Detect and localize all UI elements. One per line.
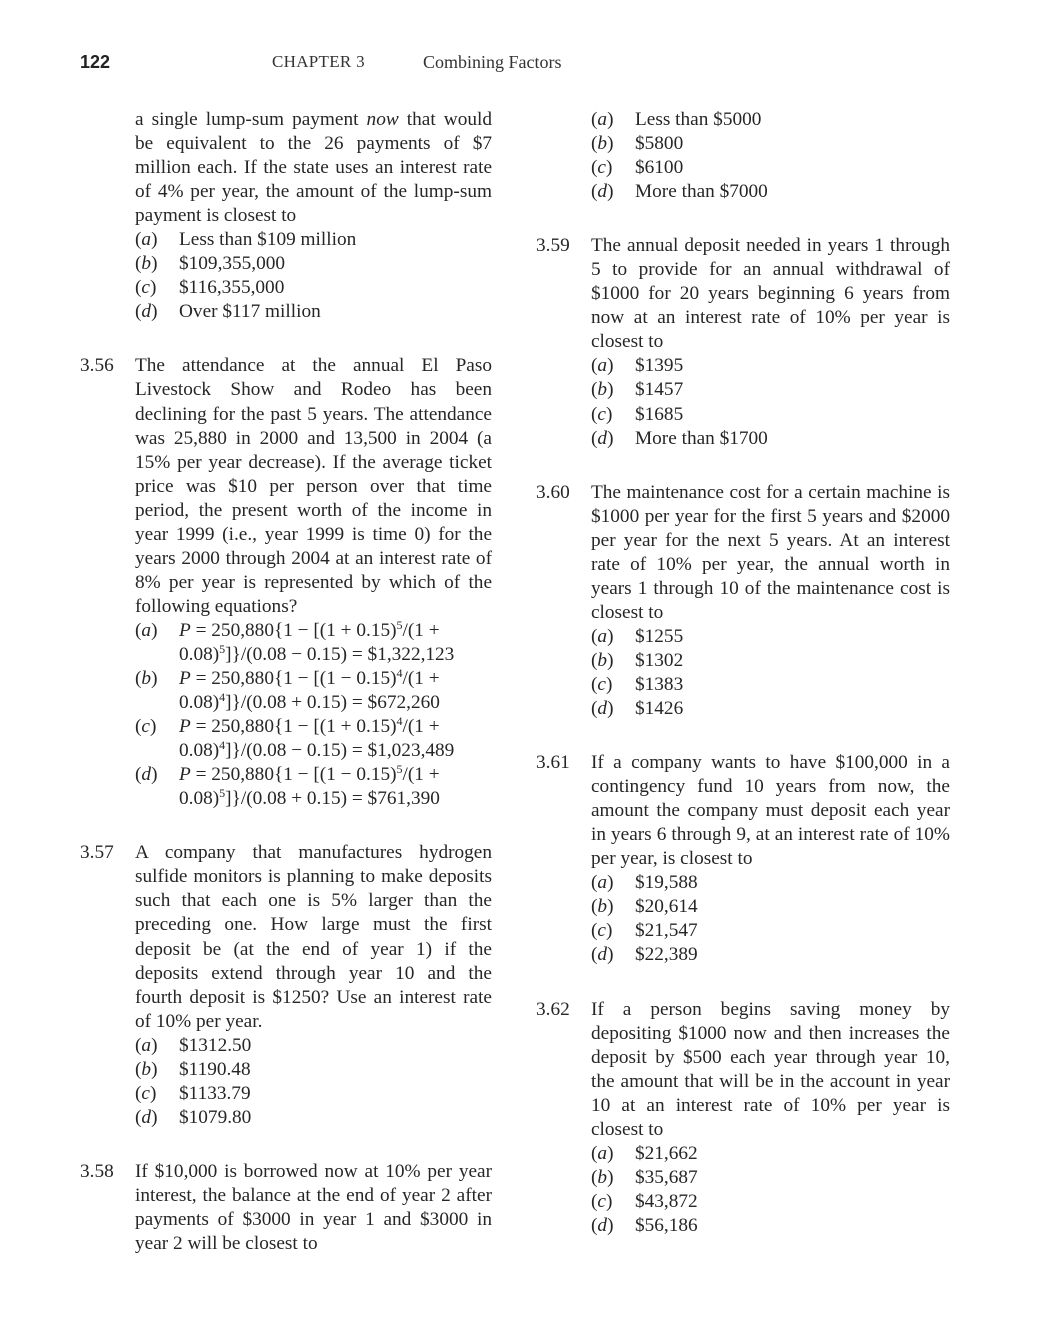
- option-b: [591, 895, 950, 919]
- option-d: [135, 300, 492, 324]
- option-label: ( d ): [591, 943, 613, 967]
- option-c: [135, 715, 492, 763]
- option-text: Over $117 million: [179, 301, 321, 323]
- problem-text: A company that manufactures hydrogen sulfide monitors is planning to make deposits such that each one is 5% larger than the preceding one. How large must the first deposit be (at the end of year 1) if the deposits extend through year 10 and the fourth deposit is $1250? Use an interest rate of 10% per year.: [135, 842, 492, 1032]
- problem-number: 3.62: [536, 998, 570, 1020]
- option-text: Less than $5000: [635, 109, 762, 130]
- option-text: $20,614: [635, 896, 698, 918]
- option-text: $1079.80: [179, 1106, 252, 1128]
- option-text: $6100: [635, 157, 684, 179]
- option-b: [591, 649, 950, 673]
- option-text: $1190.48: [179, 1058, 251, 1080]
- option-b: [135, 1058, 492, 1082]
- option-list: [591, 625, 950, 721]
- problem-number: 3.57: [80, 842, 114, 864]
- option-a: [591, 1142, 950, 1166]
- option-c: [591, 673, 950, 697]
- option-text: $P = 250,880\{1 - [(1 - 0.15)^5/(1 + 0.08)^5]\}/(0.08 + 0.15)$ = $761,390: [179, 762, 440, 810]
- chapter-label: CHAPTER 3: [272, 52, 365, 71]
- page-header: [0, 50, 1050, 78]
- option-a: [135, 228, 492, 252]
- option-text: $1383: [635, 673, 684, 695]
- option-label: ( d ): [135, 763, 157, 787]
- option-a: [591, 354, 950, 378]
- option-d: [591, 1214, 950, 1238]
- option-label: ( a ): [591, 108, 613, 132]
- option-text: $1457: [635, 379, 684, 401]
- option-label: ( a ): [135, 619, 157, 643]
- option-text: $19,588: [635, 872, 698, 894]
- right-column: [536, 108, 950, 1238]
- option-list: [591, 871, 950, 967]
- option-list: [135, 1034, 492, 1130]
- option-label: ( d ): [591, 180, 613, 204]
- chapter-title: Combining Factors: [423, 52, 562, 72]
- option-label: ( b ): [591, 1166, 613, 1190]
- option-c: [591, 403, 950, 427]
- option-label: ( d ): [135, 300, 157, 324]
- option-label: ( b ): [591, 132, 613, 156]
- option-a: [591, 108, 950, 132]
- option-b: [135, 667, 492, 715]
- option-label: ( b ): [591, 378, 613, 402]
- option-list: [591, 354, 950, 450]
- option-d: [591, 943, 950, 967]
- option-label: ( b ): [591, 895, 613, 919]
- option-label: ( c ): [591, 156, 612, 180]
- option-text: $21,662: [635, 1142, 698, 1164]
- option-text: More than $1700: [635, 427, 768, 449]
- problem-3-58: [80, 1160, 492, 1256]
- option-a: [135, 1034, 492, 1058]
- option-text: $1426: [635, 698, 684, 720]
- option-label: ( b ): [135, 1058, 157, 1082]
- option-label: ( b ): [591, 649, 613, 673]
- option-list: [135, 619, 492, 811]
- option-label: ( d ): [135, 1106, 157, 1130]
- option-d: [135, 1106, 492, 1130]
- problem-text: The maintenance cost for a certain machine is $1000 per year for the first 5 years and $2000 per year for the next 5 years. At an interest rate of 10% per year, the annual worth in years 1 through 10 of the maintenance cost is closest to: [591, 481, 950, 623]
- problem-text: The attendance at the annual El Paso Livestock Show and Rodeo has been declining for the past 5 years. The attendance was 25,880 in 2000 and 13,500 in 2004 (a 15% per year decrease). If the average ticket price was $10 per person over that time period, the present worth of the income in year 1999 (i.e., year 1999 is time 0) for the years 2000 through 2004 at an interest rate of 8% per year is represented by which of the following equations?: [135, 355, 492, 617]
- option-text: $1312.50: [179, 1034, 252, 1056]
- problem-number: 3.59: [536, 235, 570, 257]
- option-label: ( a ): [135, 1034, 157, 1058]
- problem-number: 3.61: [536, 752, 570, 774]
- option-label: ( c ): [591, 403, 612, 427]
- option-label: ( c ): [591, 673, 612, 697]
- option-d: [591, 427, 950, 451]
- option-d: [591, 180, 950, 204]
- problem-number: 3.58: [80, 1160, 114, 1182]
- problem-text: If $10,000 is borrowed now at 10% per year interest, the balance at the end of year 2 after payments of $3000 in year 1 and $3000 in year 2 will be closest to: [135, 1160, 492, 1255]
- option-text: $1255: [635, 625, 684, 647]
- option-a: [591, 625, 950, 649]
- option-text: More than $7000: [635, 181, 768, 203]
- left-column: [80, 108, 492, 1256]
- problem-number: 3.56: [80, 355, 114, 377]
- page-number: 122: [80, 52, 111, 72]
- problem-3-61: [536, 751, 950, 967]
- option-b: [591, 1166, 950, 1190]
- problem-3-59: [536, 234, 950, 450]
- option-b: [135, 252, 492, 276]
- option-label: ( c ): [135, 276, 156, 300]
- problem-text: a single lump-sum payment now that would be equivalent to the 26 payments of $7 million each. If the state uses an interest rate of 4% per year, the amount of the lump-sum payment is closest to: [135, 109, 492, 227]
- option-list: [591, 108, 950, 204]
- problem-3-57: [80, 841, 492, 1130]
- option-text: $43,872: [635, 1190, 698, 1212]
- option-label: ( b ): [135, 252, 157, 276]
- option-list: [135, 228, 492, 324]
- problem-3-58-options: [536, 108, 950, 204]
- option-label: ( c ): [135, 1082, 156, 1106]
- option-text: $1395: [635, 355, 684, 377]
- option-c: [135, 276, 492, 300]
- problem-3-60: [536, 481, 950, 721]
- option-c: [591, 1190, 950, 1214]
- option-text: $1133.79: [179, 1082, 251, 1104]
- option-text: $109,355,000: [179, 253, 286, 275]
- option-b: [591, 378, 950, 402]
- option-label: ( d ): [591, 697, 613, 721]
- option-label: ( a ): [591, 354, 613, 378]
- option-a: [591, 871, 950, 895]
- option-d: [135, 763, 492, 811]
- option-c: [591, 156, 950, 180]
- option-text: $21,547: [635, 920, 698, 942]
- option-text: $22,389: [635, 944, 698, 966]
- problem-3-62: [536, 998, 950, 1238]
- problem-3-55-continued: [80, 108, 492, 324]
- option-label: ( c ): [591, 1190, 612, 1214]
- option-text: $P = 250,880\{1 - [(1 - 0.15)^4/(1 + 0.08)^4]\}/(0.08 + 0.15)$ = $672,260: [179, 666, 440, 714]
- option-text: $1685: [635, 403, 684, 425]
- option-label: ( c ): [135, 715, 156, 739]
- option-label: ( c ): [591, 919, 612, 943]
- option-a: [135, 619, 492, 667]
- option-text: $P = 250,880\{1 - [(1 + 0.15)^5/(1 + 0.08)^5]\}/(0.08 - 0.15)$ = $1,322,123: [179, 617, 455, 665]
- option-text: $116,355,000: [179, 277, 285, 299]
- option-label: ( a ): [591, 625, 613, 649]
- option-label: ( b ): [135, 667, 157, 691]
- problem-number: 3.60: [536, 481, 570, 503]
- option-label: ( a ): [591, 871, 613, 895]
- problem-text: The annual deposit needed in years 1 through 5 to provide for an annual withdrawal of $1000 for 20 years beginning 6 years from now at an interest rate of 10% per year is closest to: [591, 235, 950, 353]
- option-label: ( d ): [591, 427, 613, 451]
- problem-text: If a company wants to have $100,000 in a contingency fund 10 years from now, the amount the company must deposit each year in years 6 through 9, at an interest rate of 10% per year, is closest to: [591, 752, 950, 870]
- problem-text: If a person begins saving money by depositing $1000 now and then increases the deposit by $500 each year through year 10, the amount that will be in the account in year 10 at an interest rate of 10% per year is closest to: [591, 998, 950, 1140]
- option-c: [135, 1082, 492, 1106]
- option-text: $35,687: [635, 1166, 698, 1188]
- option-text: Less than $109 million: [179, 229, 357, 251]
- problem-3-56: [80, 354, 492, 811]
- option-d: [591, 697, 950, 721]
- option-text: $5800: [635, 133, 684, 155]
- option-label: ( a ): [591, 1142, 613, 1166]
- option-label: ( a ): [135, 228, 157, 252]
- option-text: $56,186: [635, 1214, 698, 1236]
- option-text: $P = 250,880\{1 - [(1 + 0.15)^4/(1 + 0.08)^4]\}/(0.08 - 0.15)$ = $1,023,489: [179, 714, 455, 762]
- option-text: $1302: [635, 649, 684, 671]
- option-list: [591, 1142, 950, 1238]
- option-label: ( d ): [591, 1214, 613, 1238]
- option-c: [591, 919, 950, 943]
- option-b: [591, 132, 950, 156]
